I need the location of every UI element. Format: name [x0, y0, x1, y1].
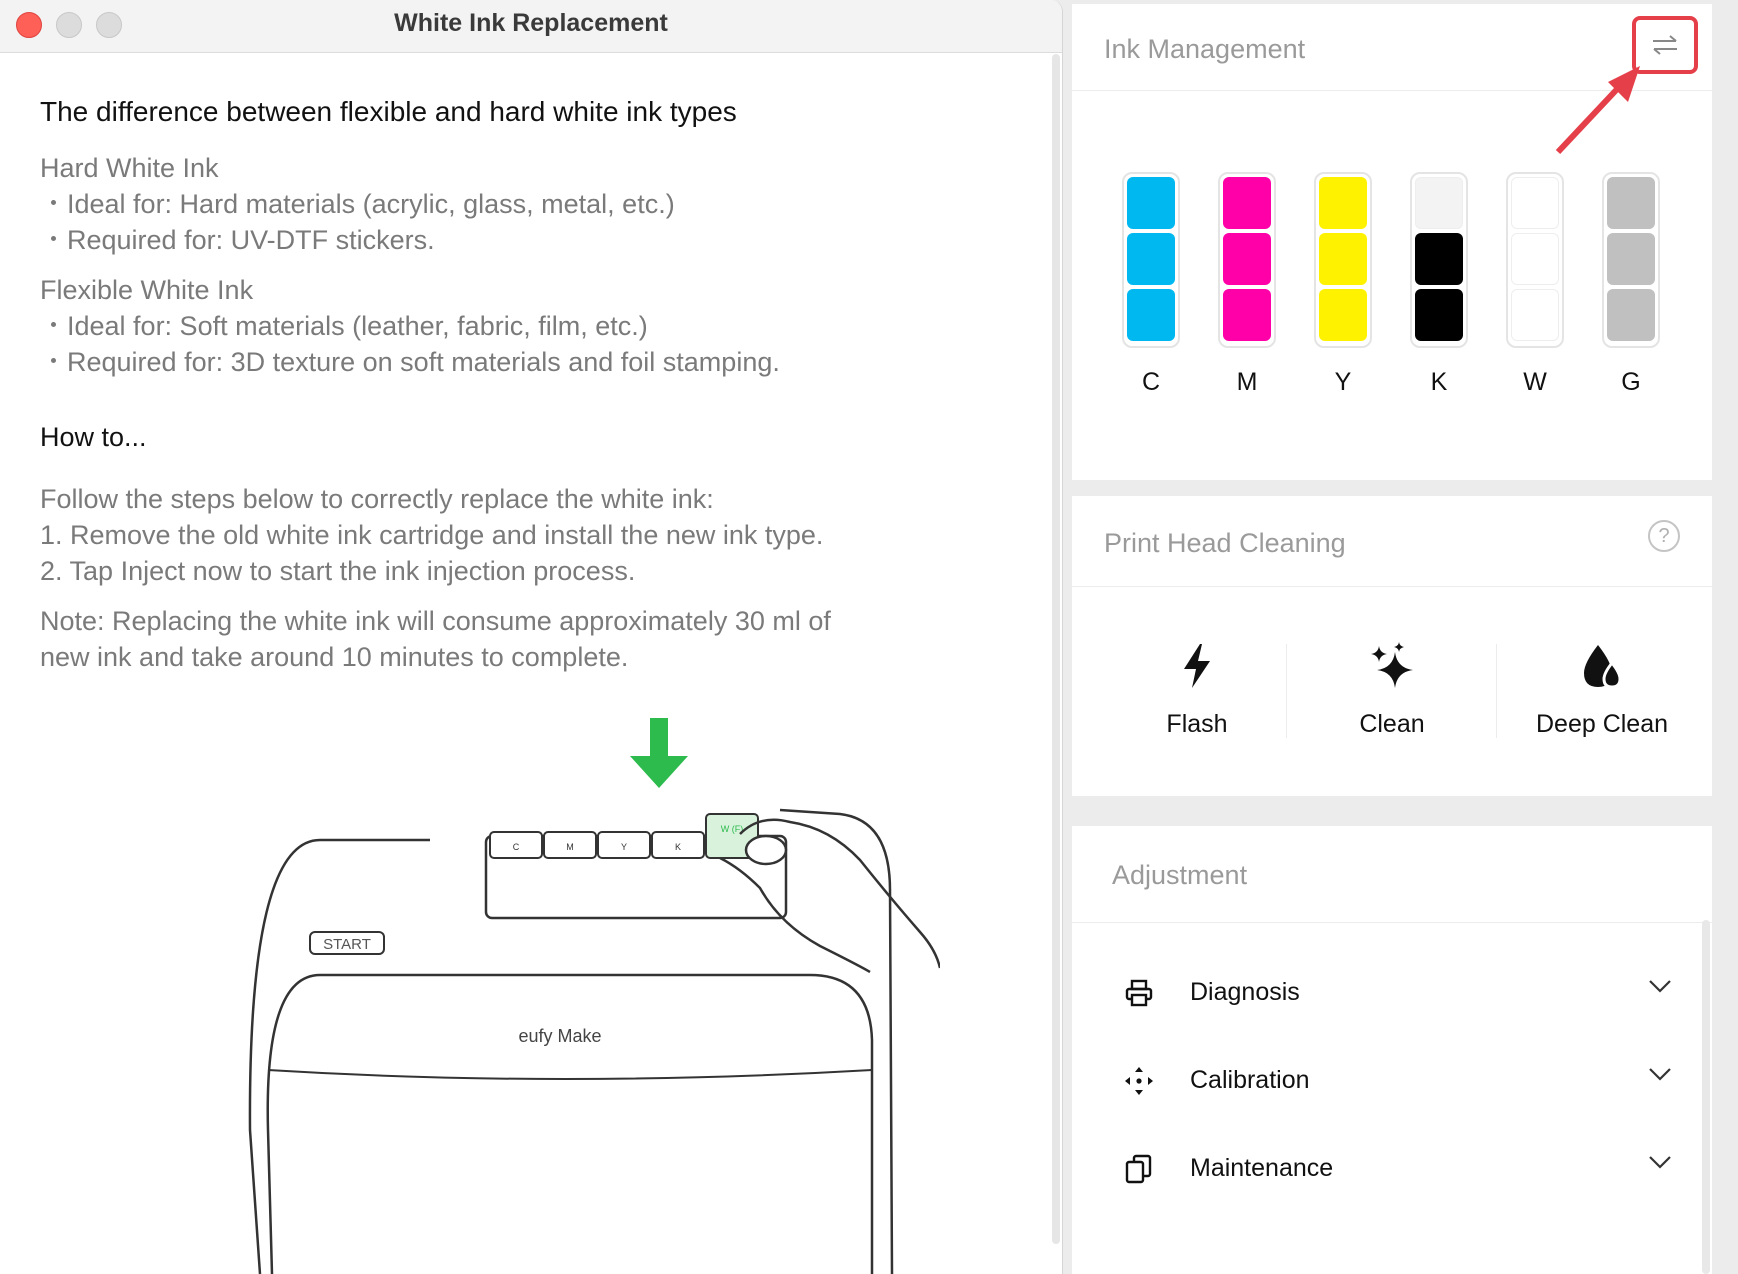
cartridge-y[interactable] — [1314, 172, 1372, 348]
diagnosis-label: Diagnosis — [1190, 978, 1300, 1006]
note-text — [40, 603, 1030, 675]
step-text: 1. Remove the old white ink cartridge and install the new ink type. — [40, 520, 824, 550]
cartridge-slots — [490, 814, 758, 858]
step-text: Follow the steps below to correctly replace the white ink: — [40, 484, 714, 514]
print-head-cleaning-card — [1072, 496, 1712, 796]
chevron-down-icon — [1648, 1066, 1672, 1082]
howto-title: How to... — [40, 422, 147, 452]
deep-clean-button[interactable] — [1497, 636, 1707, 739]
maintenance-row[interactable] — [1124, 1138, 1672, 1198]
chevron-down-icon — [1648, 978, 1672, 994]
copy-icon — [1124, 1154, 1154, 1184]
start-label: START — [323, 936, 371, 953]
divider — [1072, 922, 1712, 923]
printer-icon — [1124, 978, 1154, 1008]
cartridge-label: W — [1523, 368, 1547, 396]
steps-list — [40, 481, 1030, 589]
note-line: new ink and take around 10 minutes to complete. — [40, 642, 629, 672]
cartridge-label: G — [1621, 368, 1641, 396]
slot-label: M — [566, 842, 574, 852]
window-title: White Ink Replacement — [394, 9, 668, 37]
swap-arrows-icon — [1650, 33, 1680, 57]
cartridge-m[interactable] — [1218, 172, 1276, 348]
cartridge-label: M — [1236, 368, 1258, 396]
title-bar — [0, 0, 1062, 53]
cartridge-label: C — [1141, 368, 1161, 396]
left-scrollbar[interactable] — [1052, 54, 1060, 1244]
flexible-ink-section — [40, 272, 1030, 380]
brand-logo: eufy Make — [518, 1026, 602, 1046]
slot-label: Y — [620, 842, 628, 852]
divider — [1072, 586, 1712, 587]
slot-label: K — [674, 842, 682, 852]
cartridge-label: Y — [1334, 368, 1352, 396]
hard-ink-bullet: ・Ideal for: Hard materials (acrylic, glass, metal, etc.) — [40, 189, 675, 219]
cartridge-label: K — [1430, 368, 1448, 396]
hard-ink-bullet: ・Required for: UV-DTF stickers. — [40, 225, 435, 255]
lightning-icon — [1180, 644, 1214, 688]
article-heading: The difference between flexible and hard white ink types — [40, 96, 737, 127]
slot-label: C — [512, 842, 520, 852]
cartridge-g[interactable] — [1602, 172, 1660, 348]
flash-button[interactable] — [1092, 636, 1302, 739]
cartridge-k[interactable] — [1410, 172, 1468, 348]
cartridge-w[interactable] — [1506, 172, 1564, 348]
chevron-down-icon — [1648, 1154, 1672, 1170]
flexible-ink-bullet: ・Ideal for: Soft materials (leather, fabric, film, etc.) — [40, 311, 648, 341]
maintenance-label: Maintenance — [1190, 1154, 1334, 1182]
print-head-title: Print Head Cleaning — [1104, 528, 1346, 558]
calibration-label: Calibration — [1190, 1066, 1310, 1094]
green-down-arrow-icon — [630, 718, 688, 788]
adjustment-card — [1072, 826, 1712, 1274]
note-line: Note: Replacing the white ink will consume approximately 30 ml of — [40, 606, 831, 636]
adjustment-title: Adjustment — [1112, 860, 1248, 890]
annotation-arrow-icon — [1540, 60, 1650, 160]
clean-button[interactable] — [1287, 636, 1497, 739]
deep-clean-label: Deep Clean — [1535, 710, 1669, 738]
step-text: 2. Tap Inject now to start the ink injection process. — [40, 556, 636, 586]
flash-label: Flash — [1166, 710, 1228, 738]
help-icon[interactable]: ? — [1648, 520, 1680, 552]
slot-label: W (F) — [720, 824, 744, 834]
clean-label: Clean — [1359, 710, 1425, 738]
sparkle-icon — [1367, 642, 1417, 690]
hard-ink-title: Hard White Ink — [40, 153, 219, 183]
article-content — [40, 60, 1030, 675]
move-icon — [1124, 1066, 1154, 1096]
drops-icon — [1580, 643, 1624, 689]
flexible-ink-bullet: ・Required for: 3D texture on soft materials and foil stamping. — [40, 347, 780, 377]
ink-management-title: Ink Management — [1104, 34, 1306, 64]
calibration-row[interactable] — [1124, 1050, 1672, 1110]
right-scrollbar[interactable] — [1702, 920, 1710, 1274]
cartridge-c[interactable] — [1122, 172, 1180, 348]
hard-ink-section — [40, 150, 1030, 258]
diagnosis-row[interactable] — [1124, 962, 1672, 1022]
flexible-ink-title: Flexible White Ink — [40, 275, 254, 305]
printer-illustration — [220, 710, 940, 1274]
